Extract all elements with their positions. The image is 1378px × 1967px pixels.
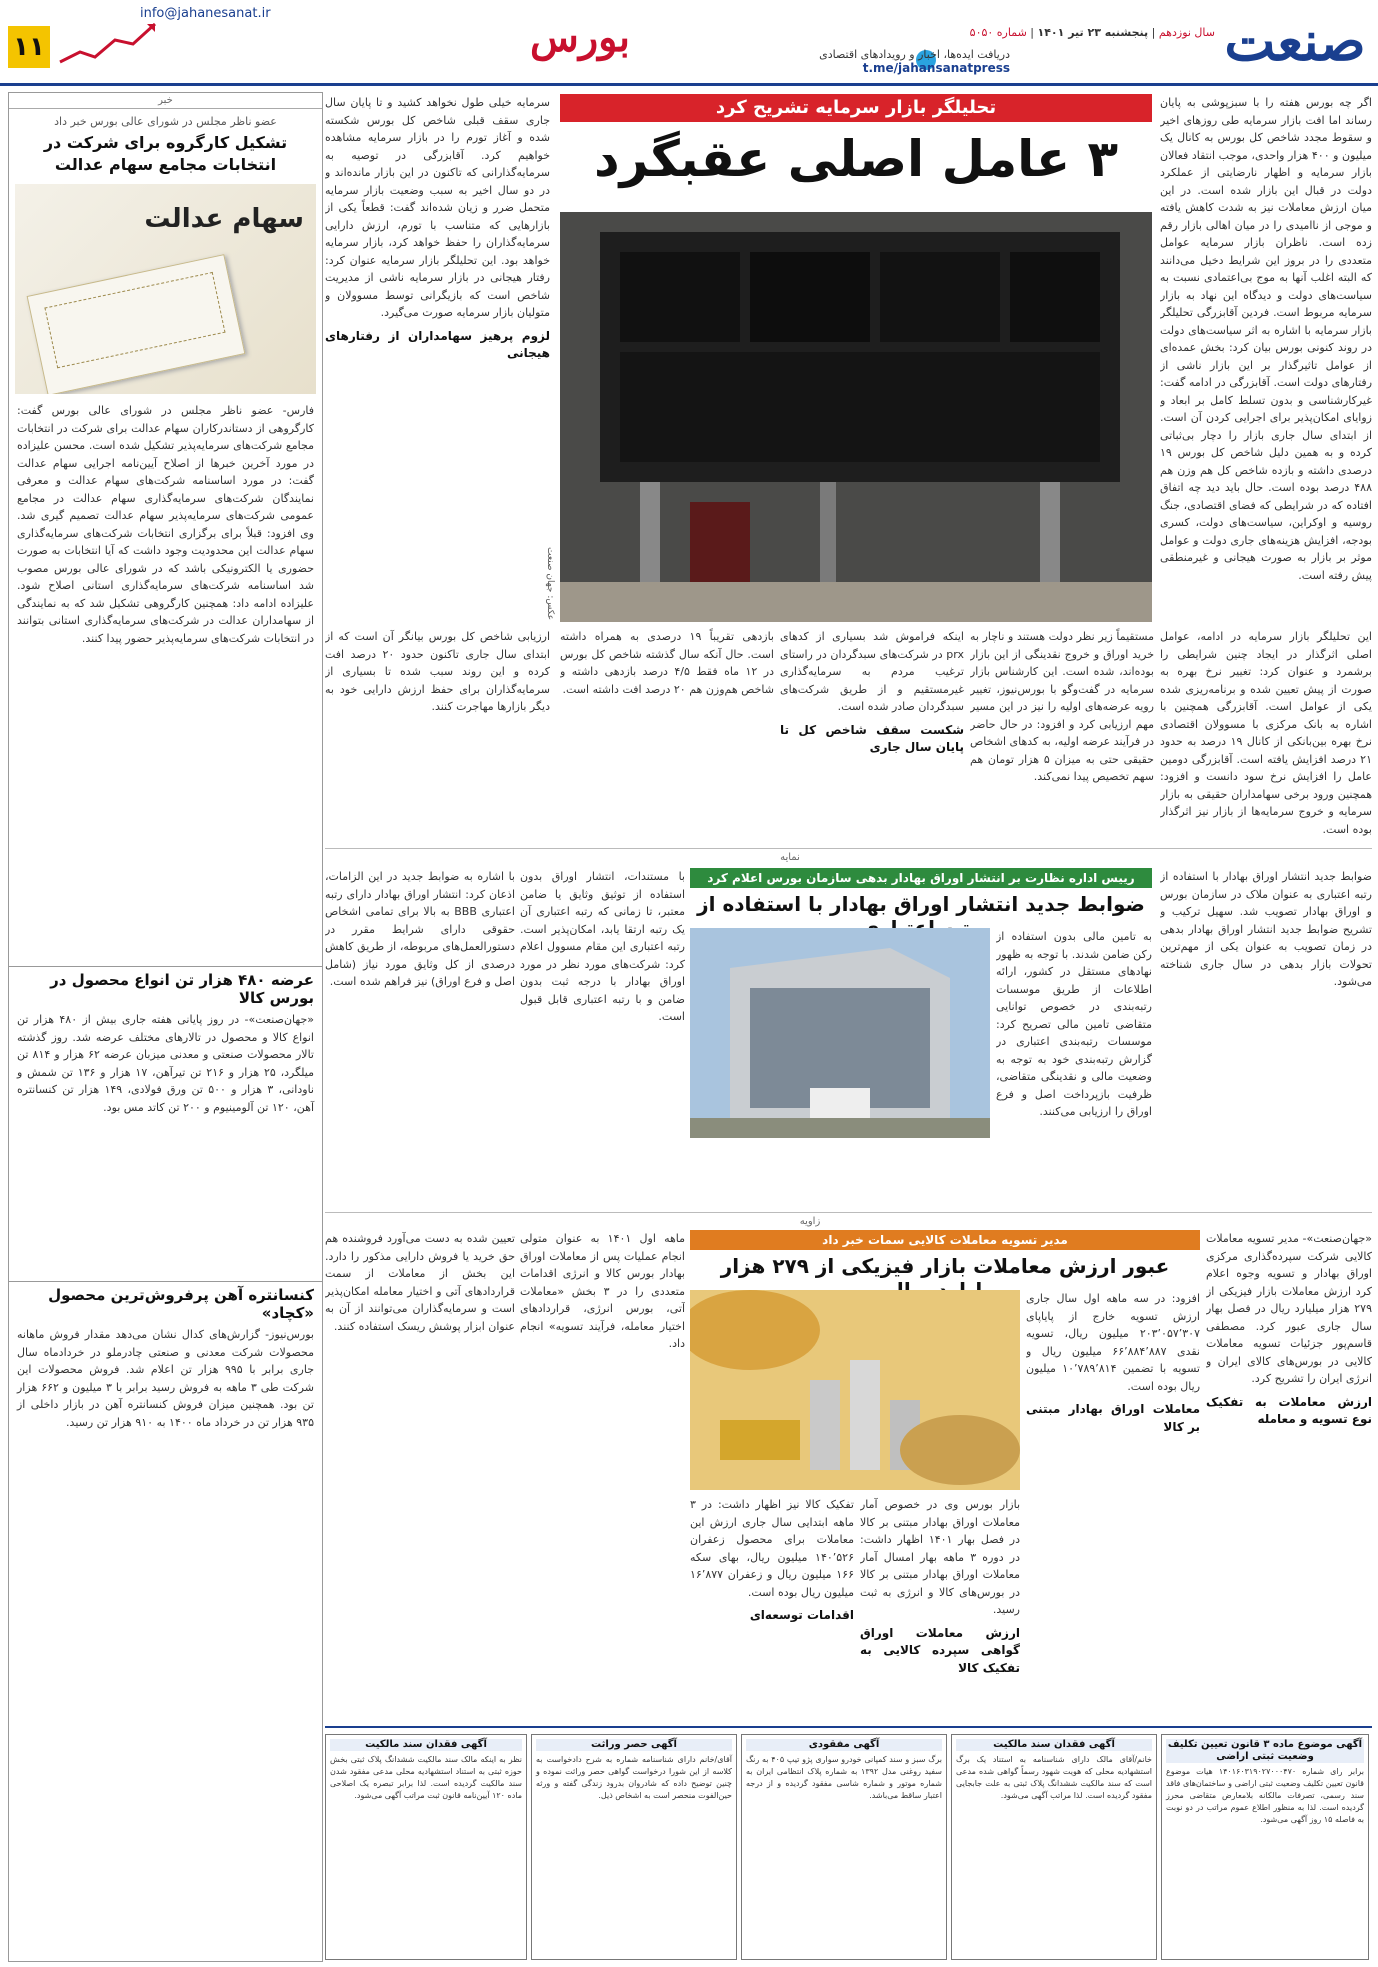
commodity-col6: تعیین شده به دست می‌آورد فروشنده هم حق خرید یا فروش دارایی مذکور را دارد. این بخش از معاملات از سمت قراردادهای آتی و اختیار معامله امکان‌پذیر است و سرمایه‌گذاران می‌توانند از آن به عنوان ابزار پوشش ریسک استفاده کنند. <box>325 1232 515 1333</box>
ad-1-title: آگهی موضوع ماده ۳ قانون تعیین تکلیف وضعیت ثبتی اراضی <box>1167 1739 1363 1762</box>
lead-headline: ۳ عامل اصلی عقبگرد <box>593 130 1119 188</box>
lead-col1-text: اگر چه بورس هفته را با سبزپوشی به پایان رساند اما افت بازار سرمایه طی روزهای اخیر و سقوط مجدد شاخص کل بورس به کانال یک میلیون و ۴۰۰ هزار واحدی، موجب انتقاد فعالان بازار سرمایه و اظهار نارضایتی از عملکرد دولت در قبال این بازار شده است. در این میان ارزش معاملات نیز به شدت کاهش یافته و موجی از ناامیدی را در میان اهالی بازار رقم زده است. ناظران بازار سرمایه عوامل متعددی را در بروز این شرایط دخیل می‌دانند که البته اغلب آنها به موج بی‌اعتمادی نسبت به سیاست‌های دولت و دیدگاه این نهاد به بازار سرمایه مربوط است. فردین آقابزرگی تحلیلگر بازار سرمایه با اشاره به اثر سیاست‌های دولت در روند کنونی بورس بیان کرد: بخش عمده‌ای از عوامل تاثیرگذار بر این بازار ناشی از رفتارهای دولت است. آقابزرگی در ادامه گفت: غیرکارشناسی و بدون تسلط کامل بر ابعاد و زوایای امکان‌پذیر برای اجرایی کردن آن است. از ابتدای سال جاری بازار را دچار بی‌ثباتی کرده و به همین دلیل شاخص کل بورس ۱۹ درصدی داشته و بازده شاخص کل هم وزن هم ۴۸۸ درصد بوده است. حال باید دید چه اتفاق افتاده که در شرایطی که فضای اقتصادی، جنگ روسیه و اوکراین، سیاست‌های دولت، کسری بودجه، افزایش هزینه‌های جاری دولت و عوامل موثر بر بازار به صورت هیجانی و غیرمنطقی پیش رفته است. <box>1160 96 1372 582</box>
classified-ads <box>325 1726 1372 1962</box>
rising-chart-icon <box>55 12 175 72</box>
commodity-col2-subhead: معاملات اوراق بهادار مبتنی بر کالا <box>1026 1402 1200 1434</box>
lead-lower-4: ارزیابی شاخص کل بورس بیانگر آن است که از ابتدای سال جاری تاکنون حدود ۲۰ درصد افت کرده و این روند سبب شده تا بسیاری از سرمایه‌گذاران برای حفظ ارزش دارایی خود به دیگر بازارها مهاجرت کنند. <box>325 630 550 713</box>
commodity-col2-text: افزود: در سه ماهه اول سال جاری ارزش تسویه خارج از پایاپای ۲۰۳٬۰۵۷٬۳۰۷ میلیون ریال، تسویه نقدی ۶۶٬۸۸۴٬۸۸۷ میلیون ریال و تسویه با تضمین ۱۰٬۷۸۹٬۸۱۴ میلیون ریال بوده است. <box>1026 1292 1200 1393</box>
commodity-tag: زاویه <box>799 1216 821 1227</box>
telegram-promo[interactable] <box>760 48 1010 75</box>
news3-body: بورس‌نیوز- گزارش‌های کدال نشان می‌دهد مقدار فروش ماهانه محصولات شرکت معدنی و صنعتی چادرملو در خردادماه سال جاری برابر با ۹۹۵ هزار تن اعلام شد. فروش محصولات این شرکت طی ۳ ماهه به فروش رسید برابر با ۳ میلیون و ۶۶۲ هزار تن بود. همچنین میزان فروش کنسانتره آهن در بازار داخلی از ۹۳۵ هزار تن در خرداد ماه ۱۴۰۰ به ۹۱۰ هزار تن رسید. <box>17 1328 314 1429</box>
side-body <box>9 398 322 966</box>
lead-column-3 <box>325 94 550 622</box>
bonds-headline: ضوابط جدید انتشار اوراق بهادار با استفاده از <box>697 892 1145 916</box>
page-number: ۱۱ <box>8 26 50 68</box>
commodity-col2 <box>1026 1290 1200 1720</box>
share-certificate-illustration <box>27 254 246 394</box>
lead-lower-2 <box>780 628 964 842</box>
lead-kicker: تحلیلگر بازار سرمایه تشریح کرد <box>560 94 1152 122</box>
commodity-col3-subhead: ارزش معاملات اوراق گواهی سپرده کالایی به تفکیک کالا <box>860 1625 1020 1675</box>
ad-2-title: آگهی فقدان سند مالکیت <box>956 1739 1152 1751</box>
ad-5-body: نظر به اینکه مالک سند مالکیت ششدانگ پلاک ثبتی بخش حوزه ثبتی به استناد استشهادیه محلی مدعی مفقود شدن سند مالکیت گردیده است. لذا برابر تبصره یک اصلاحی ماده ۱۲۰ آیین‌نامه قانون ثبت مراتب آگهی می‌شود. <box>330 1755 522 1800</box>
lead-lower-subhead: شکست سقف شاخص کل تا پایان سال جاری <box>780 722 964 754</box>
bonds-col1: ضوابط جدید انتشار اوراق بهادار با استفاده از رتبه اعتباری به عنوان ملاک در سازمان بورس و اوراق بهادار تصویب شد. سهیل ترکیب و تشریح ضوابط جدید انتشار اوراق بهادار بدهی در زمان تصویب به عنوان یکی از مهم‌ترین تحولات بازار بدهی در سال جاری شناخته می‌شود. <box>1160 870 1372 988</box>
lead-lower-1: مستقیماً زیر نظر دولت هستند و ناچار به خرید اوراق و خروج نقدینگی از این بازار بوده‌اند، شده است. این کارشناس بازار سرمایه در گفت‌وگو با بورس‌نیوز، تغییر رویه عرضه‌های اولیه را نیز در این مسیر مهم ارزیابی کرد و افزود: در حال حاضر در فرآیند عرضه اولیه، به کدهای اشخاص حقیقی حتی به میزان ۵ هزار تومان هم سهم تخصیص پیدا نمی‌کند. <box>970 630 1154 783</box>
lead-lower-3: بازدهی تقریباً ۱۹ درصدی به همراه داشته است. حال آنکه سال گذشته شاخص کل بورس در ۱۲ ماه فقط ۴/۵ درصد بازدهی داشته و شاخص هم‌وزن هم ۲۰ درصد افت داشته است. <box>560 630 774 696</box>
dateline-prefix: سال نوزدهم <box>1158 26 1215 39</box>
ad-box-1 <box>1161 1734 1369 1960</box>
sahame-edalat-photo <box>15 184 316 394</box>
side-body-text: فارس- عضو ناظر مجلس در شورای عالی بورس گفت: کارگروهی از دستاندرکاران سهام عدالت برای شرکت در انتخابات مجامع شرکت‌های سرمایه‌پذیر تشکیل شده است. محسن علیزاده در مورد آخرین خبرها از اصلاح آیین‌نامه اجرایی سهام عدالت گفت: در مورد اساسنامه شرکت‌های سهام عدالت و معرفی نمایندگان شرکت‌های سرمایه‌گذاری سهام عدالت در مجامع عمومی شرکت‌های سرمایه‌پذیر سهام عدالت تصمیم گیری شد. وی افزود: قبلاً برای برگزاری انتخابات شرکت‌های سرمایه‌گذاری سهام عدالت این محدودیت وجود داشت که آیا انتخابات به صورت حضوری یا الکترونیکی باشد که در شورای عالی بورس مصوب شد اساسنامه شرکت‌های سرمایه‌گذاری استانی اصلاح شود. علیزاده ادامه داد: همچنین کارگروهی تشکیل شد که به نمایندگی از سهامداران عدالت در شرکت‌های سرمایه‌گذاری استانی بتوانند در انتخابات شرکت‌های سرمایه‌پذیر حضور پیدا کنند. <box>17 404 314 645</box>
bonds-col2: به تامین مالی بدون استفاده از رکن ضامن شدند. با توجه به ظهور نهادهای مستقل در کشور، ارائه اطلاعات از طریق موسسات رتبه‌بندی در خصوص توانایی متقاضی تامین مالی تصریح کرد: موسسات رتبه‌بندی اعتباری در گزارش رتبه‌بندی خود به توجه به وضعیت مالی و نقدینگی متقاضی، ظرفیت بازپرداخت اصل و فرع اوراق را ارزیابی می‌کنند. <box>996 930 1152 1118</box>
gold-coins-illustration <box>690 1290 1020 1490</box>
commodity-col1 <box>1206 1230 1372 1720</box>
newspaper-logo: صنعت <box>1224 9 1366 73</box>
divider <box>325 848 1372 849</box>
ad-box-5 <box>325 1734 527 1960</box>
commodity-col4 <box>690 1496 854 1720</box>
bonds-tag: نمایه <box>780 852 800 863</box>
commodity-col3-text: بازار بورس وی در خصوص آمار معاملات اوراق بهادار مبتنی بر کالا در فصل بهار ۱۴۰۱ اظهار داشت: در دوره ۳ ماهه بهار امسال آمار معاملات اوراق بهادار مبتنی بر کالا در بورس‌های کالا و انرژی به ثبت رسید. <box>860 1498 1020 1616</box>
commodity-col4-subhead: اقدامات توسعه‌ای <box>749 1608 854 1622</box>
lead-col3-subhead: لزوم پرهیز سهامداران از رفتارهای هیجانی <box>325 328 550 360</box>
telegram-line: دریافت ایده‌ها، اخبار و رویدادهای اقتصادی <box>819 48 1010 61</box>
issue-number: شماره ۵۰۵۰ <box>969 26 1027 39</box>
news3-headline: کنسانتره آهن پرفروش‌ترین محصول «کچاد» <box>9 1281 322 1326</box>
ad-5-title: آگهی فقدان سند مالکیت <box>330 1739 522 1751</box>
side-kicker: عضو ناظر مجلس در شورای عالی بورس خبر داد <box>54 115 277 128</box>
bonds-kicker: رییس اداره نظارت بر انتشار اوراق بهادار بدهی سازمان بورس اعلام کرد <box>690 868 1152 888</box>
masthead <box>0 0 1378 86</box>
commodity-col5: ماهه اول ۱۴۰۱ به عنوان متولی انجام عملیات پس از معاملات اوراق بهادار بورس کالا و انرژی اقدامات متعددی را در ۳ بخش «معاملات آتی، بورس انرژی، قراردادهای اختیار معامله، فرآیند تسویه» انجام داد. <box>520 1232 685 1350</box>
divider <box>325 1212 1372 1213</box>
sebi-building-photo <box>690 928 990 1138</box>
commodity-headline: عبور ارزش معاملات بازار فیزیکی از ۲۷۹ هزار <box>720 1254 1170 1278</box>
lead-col2-text: این تحلیلگر بازار سرمایه در ادامه، عوامل اصلی اثرگذار در ایجاد چنین شرایطی را برشمرد و عنوان کرد: تغییر نرخ بهره به صورت از پیش تعیین شده و برنامه‌ریزی شده یکی از عوامل است. آقابزرگی همچنین با اشاره به بانک مرکزی با مسوولان اقتصادی نرخ بهره بین‌بانکی از کانال ۱۹ درصد به حدود ۲۱ درصد افزایش یافته است. آقابزرگی دومین عامل را افزایش نرخ سود دانست و افزود: همچنین ورود برخی سهامداران حقیقی به بازار سرمایه و خروج سرمایه‌ها از بازار نیز اثرگذار بوده است. <box>1160 630 1372 836</box>
photo-credit: عکس: جهان صنعت <box>545 546 555 620</box>
ad-box-3 <box>741 1734 947 1960</box>
side-headline: تشکیل کارگروه برای شرکت در انتخابات مجامع سهام عدالت <box>43 133 288 174</box>
stock-hall-illustration <box>560 212 1152 622</box>
side-column <box>8 92 323 1962</box>
lead-column-2 <box>1160 628 1372 842</box>
lead-col3-text: سرمایه خیلی طول نخواهد کشید و تا پایان سال جاری سقف قبلی شاخص کل بورس شکسته شده و آغاز تورم را در بازار سرمایه مشاهده خواهیم کرد. آقابزرگی در توصیه به سرمایه‌گذارانی که تاکنون در این بازار مانده‌اند و در دو سال اخیر به سبب وضعیت بازار سرمایه متحمل ضرر و زیان شده‌اند گفت: قطعاً یکی از بازارهایی که متناسب با تورم، ارزش دارایی سرمایه‌گذاران را حفظ خواهد کرد، بازار سرمایه خواهد بود. این تحلیلگر بازار سرمایه عنوان کرد: رفتار هیجانی در بازار سرمایه ناشی از مدیریت شاخص است که بازیگرانی توسط مسوولان و متولیان بازار سرمایه صورت می‌گیرد. <box>325 96 550 319</box>
ad-box-4 <box>531 1734 737 1960</box>
side-tag: خبر <box>9 93 322 109</box>
bonds-col4: با اشاره به ضوابط جدید در این الزامات، اذعان کرد: انتشار اوراق بهادار دارای رتبه اعتباری BBB به بالا برای تمامی اشخاص حقوقی دارای شرایط مقرر در دستورالعمل‌های مربوطه، از طریق کاهش درصدی از کل وثایق مورد نیاز (شامل اصل و فرع اوراق) نیز فراهم شده است. <box>325 870 515 988</box>
ad-1-body: برابر رای شماره ۱۴۰۱۶۰۳۱۹۰۲۷۰۰۰۴۷۰ هیات موضوع قانون تعیین تکلیف وضعیت ثبتی اراضی و ساختمان‌های فاقد سند رسمی، تصرفات مالکانه بلامعارض متقاضی محرز گردیده است. لذا به منظور اطلاع عموم مراتب در دو نوبت به فاصله ۱۵ روز آگهی می‌شود. <box>1166 1767 1364 1824</box>
ad-3-body: برگ سبز و سند کمپانی خودرو سواری پژو تیپ ۴۰۵ به رنگ سفید روغنی مدل ۱۳۹۲ به شماره پلاک انتظامی ایران به شماره موتور و شماره شاسی مفقود گردیده و از درجه اعتبار ساقط می‌باشد. <box>746 1755 943 1800</box>
dateline: سال نوزدهم | پنجشنبه ۲۳ تیر ۱۴۰۱ | شماره ۵۰۵۰ <box>969 26 1215 39</box>
email-address[interactable]: info@jahanesanat.ir <box>140 6 271 21</box>
section-title: بورس <box>530 14 630 61</box>
photo-caption-text: سهام عدالت <box>144 204 304 234</box>
building-illustration <box>690 928 990 1138</box>
ad-2-body: خانم/آقای مالک دارای شناسنامه به استناد یک برگ استشهادیه محلی که هویت شهود رسماً گواهی شده مدعی است که سند مالکیت ششدانگ پلاک ثبتی به علت جابجایی مفقود گردیده است. لذا مراتب آگهی می‌شود. <box>956 1755 1152 1800</box>
telegram-url[interactable]: t.me/jahansanatpress <box>862 61 1010 75</box>
ad-4-body: آقای/خانم دارای شناسنامه شماره به شرح دادخواست به کلاسه از این شورا درخواست گواهی حصر وراثت نموده و چنین توضیح داده که شادروان بدرود زندگی گفته و ورثه حین‌الفوت منحصر است به اشخاص ذیل. <box>536 1755 732 1800</box>
commodity-col4-text: تفکیک کالا نیز اظهار داشت: در ۳ ماهه ابتدایی سال جاری ارزش این معاملات برای محصول زعفران ۱۴۰٬۵۲۶ میلیون ریال، بهای سکه ۱۶۶ میلیون ریال و زعفران ۱۶٬۸۷۷ میلیون ریال بوده است. <box>690 1498 854 1599</box>
stock-exchange-photo <box>560 212 1152 622</box>
commodity-col1-text: «جهان‌صنعت»- مدیر تسویه معاملات کالایی شرکت سپرده‌گذاری مرکزی اوراق بهادار و تسویه وجوه اعلام کرد ارزش معاملات بازار فیزیکی از ۲۷۹ هزار میلیارد ریال در فصل بهار سال جاری عبور کرد. مصطفی قاسم‌پور جزئیات تسویه معاملات کالایی در بورس‌های کالای ایران و انرژی ایران را تشریح کرد. <box>1206 1232 1372 1385</box>
bonds-col3: با مستندات، انتشار اوراق بدون استفاده از توثیق وثایق یا ضامن معتبر، تا زمانی که رتبه اعتباری آن یک رتبه ارتقا یابد، امکان‌پذیر است. رتبه اعتباری این مقام مسوول اعلام کرد: شرکت‌های مورد نظر در مورد اوراق بهادار با درجه ثبت بدون ضامن و با رتبه اعتباری قابل قبول است. <box>520 870 685 1023</box>
lead-column-1 <box>1160 94 1372 622</box>
commodity-kicker: مدیر تسویه معاملات کالایی سمات خبر داد <box>690 1230 1200 1250</box>
ad-3-title: آگهی مفقودی <box>746 1739 942 1751</box>
news2-headline: عرضه ۴۸۰ هزار تن انواع محصول در بورس کالا <box>9 966 322 1011</box>
gold-coins-photo <box>690 1290 1020 1490</box>
lead-lower-2-text: اینکه فراموش شد بسیاری از کدهای prx در شرکت‌های سبدگردان در راستای ترغیب مردم به سرمایه‌گذاری غیرمستقیم و از طریق شرکت‌های سبدگردان صادر شده است. <box>780 630 964 713</box>
commodity-col1-subhead: ارزش معاملات به تفکیک نوع تسویه و معامله <box>1206 1394 1372 1426</box>
date: پنجشنبه ۲۳ تیر ۱۴۰۱ <box>1037 26 1149 39</box>
ad-4-title: آگهی حصر وراثت <box>536 1739 732 1751</box>
commodity-col3 <box>860 1496 1020 1720</box>
bonds-caption-text <box>690 1142 990 1208</box>
ad-box-2 <box>951 1734 1157 1960</box>
news2-body: «جهان‌صنعت»- در روز پایانی هفته جاری بیش از ۴۸۰ هزار تن انواع کالا و محصول در تالارهای مختلف عرضه شد. روز گذشته تالار محصولات صنعتی و معدنی میزبان عرضه ۶۲ هزار و ۸۱۴ تن میلگرد، ۲۵ هزار و ۲۱۶ تن تیرآهن، ۱۷ هزار و ۱۳۶ تن شمش و ناودانی، ۳ هزار و ۵۰۰ تن ورق فولادی، ۱۴۹ هزار تن کنسانتره آهن، ۱۲۰ تن آلومینیوم و ۲۰۰ تن کاتد مس بود. <box>17 1013 315 1114</box>
